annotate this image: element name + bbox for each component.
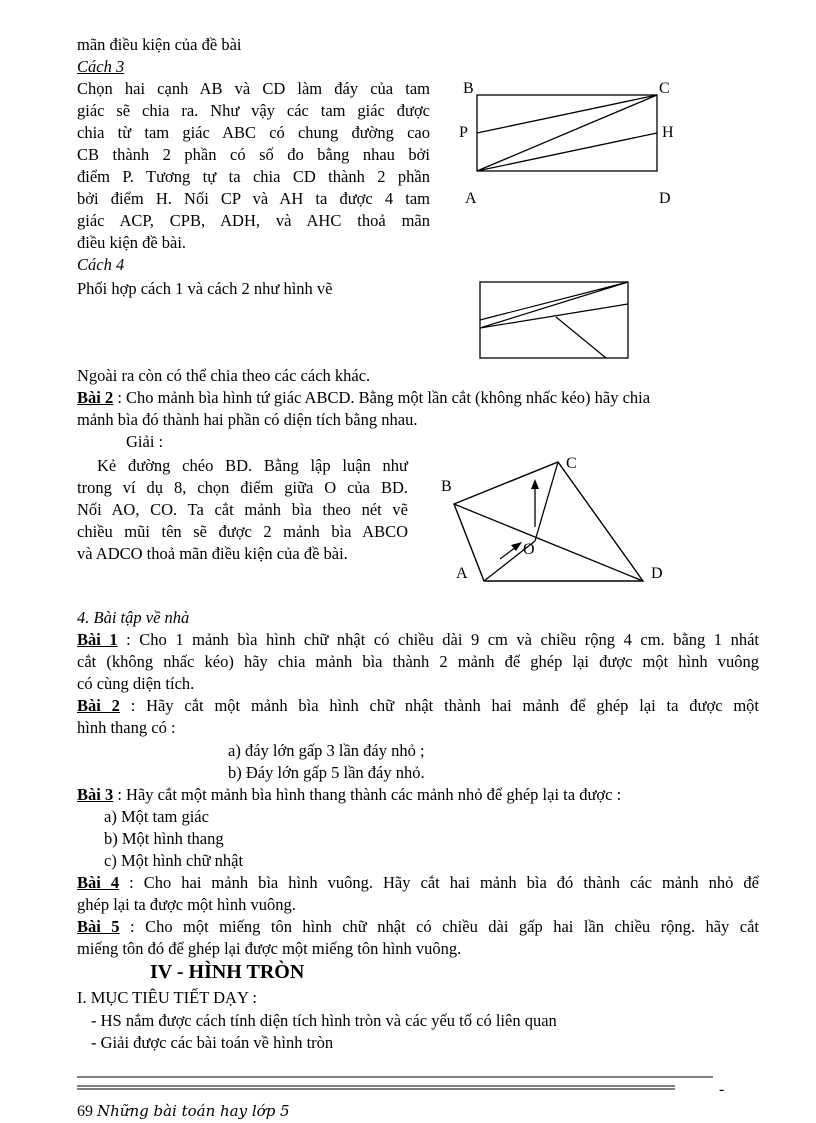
label-d: D	[651, 565, 663, 582]
objective-item: - HS nắm được cách tính diện tích hình tròn và các yếu tố có liên quan	[91, 1011, 557, 1030]
cach3-line: chia từ tam giác ABC có chung đường cao	[77, 123, 430, 142]
hw2-text: : Hãy cắt một mảnh bìa hình chữ nhật thành hai mảnh để ghép lại ta được một	[119, 696, 759, 715]
hw4-line: ghép lại ta được một hình vuông.	[77, 895, 296, 914]
hw4-label: Bài 4	[77, 873, 120, 892]
hw1-line: cắt (không nhấc kéo) hãy chia mảnh bìa thành 2 mảnh để ghép lại được một hình vuông	[77, 652, 759, 671]
solution-line: Nối AO, CO. Ta cắt mảnh bìa theo nét vẽ	[77, 500, 408, 519]
footer-title: Những bài toán hay lớp 5	[97, 1102, 290, 1120]
homework-title: 4. Bài tập về nhà	[77, 608, 190, 627]
other-line: Ngoài ra còn có thể chia theo các cách khác.	[77, 366, 371, 385]
figure-cach4	[478, 280, 632, 362]
rectangle	[480, 282, 628, 358]
bai2-text: : Cho mảnh bìa hình tứ giác ABCD. Bằng một lần cắt (không nhấc kéo) hãy chia	[113, 388, 651, 407]
cut-line	[556, 317, 606, 358]
hw4-text: : Cho hai mảnh bìa hình vuông. Hãy cắt hai mảnh bìa đó thành các mảnh nhỏ để	[119, 873, 759, 892]
hw2-item: b) Đáy lớn gấp 5 lần đáy nhỏ.	[228, 763, 425, 782]
label-h: H	[662, 124, 674, 141]
objectives-heading: I. MỤC TIÊU TIẾT DẠY :	[77, 988, 257, 1007]
hw4-line1	[77, 872, 759, 894]
hw5-text: : Cho một miếng tôn hình chữ nhật có chiều dài gấp hai lần chiều rộng. hãy cắt	[119, 917, 759, 936]
hw2-label: Bài 2	[77, 696, 120, 715]
segment-ah	[477, 133, 657, 171]
intro-line: mãn điều kiện của đề bài	[77, 35, 242, 54]
arrow-diagonal	[500, 542, 522, 559]
page-number: 69	[77, 1103, 93, 1120]
hw2-line: hình thang có :	[77, 718, 176, 737]
cach3-line: điểm P. Tương tự ta chia CD thành 2 phần	[77, 167, 430, 186]
segment-ca	[477, 95, 657, 171]
hw2-item: a) đáy lớn gấp 3 lần đáy nhỏ ;	[228, 741, 425, 760]
segment-cp	[477, 95, 657, 133]
label-b: B	[463, 80, 474, 97]
hw3-text: : Hãy cắt một mảnh bìa hình thang thành các mảnh nhỏ để ghép lại ta được :	[113, 785, 622, 804]
hw1-line: có cùng diện tích.	[77, 674, 195, 693]
hw5-label: Bài 5	[77, 917, 120, 936]
cach3-line: Chọn hai cạnh AB và CD làm đáy của tam	[77, 79, 430, 98]
label-p: P	[459, 124, 468, 141]
label-a: A	[456, 565, 468, 582]
footer	[77, 1101, 290, 1122]
label-d: D	[659, 190, 671, 207]
cach3-line: CB thành 2 phần có số đo bằng nhau bởi	[77, 145, 430, 164]
hw1-label: Bài 1	[77, 630, 118, 649]
figure-cach3	[470, 88, 670, 198]
hw3-item: b) Một hình thang	[104, 829, 224, 848]
hw3-line1	[77, 784, 621, 806]
solution-line: và ADCO thoả mãn điều kiện của đề bài.	[77, 544, 348, 563]
figure-quadrilateral	[440, 455, 670, 590]
diagonal-line	[480, 304, 628, 328]
quadrilateral-abcd	[454, 462, 643, 581]
footer-dash: -	[719, 1081, 725, 1098]
hw3-label: Bài 3	[77, 785, 114, 804]
hw3-item: c) Một hình chữ nhật	[104, 851, 244, 870]
label-a: A	[465, 190, 477, 207]
cach4-line: Phối hợp cách 1 và cách 2 như hình vẽ	[77, 279, 333, 298]
label-b: B	[441, 478, 452, 495]
hw5-line1	[77, 916, 759, 938]
hw5-line: miếng tôn đó để ghép lại được một miếng tôn hình vuông.	[77, 939, 462, 958]
bai2-line1	[77, 387, 650, 409]
solution-line: Kẻ đường chéo BD. Bằng lập luận như	[97, 456, 408, 475]
solution-line: trong ví dụ 8, chọn điểm giữa O của BD.	[77, 478, 408, 497]
cach3-line: giác sẽ chia ra. Như vậy các tam giác được	[77, 101, 430, 120]
segment-co	[535, 462, 558, 541]
hw3-item: a) Một tam giác	[104, 807, 209, 826]
bai2-label: Bài 2	[77, 388, 114, 407]
bai2-line2: mảnh bìa đó thành hai phần có diện tích bằng nhau.	[77, 410, 418, 429]
diagonal-line	[480, 282, 628, 320]
hw1-line1	[77, 629, 759, 651]
section-heading: IV - HÌNH TRÒN	[150, 961, 305, 983]
cach3-line: giác ACP, CPB, ADH, và AHC thoả mãn	[77, 211, 430, 230]
cach3-line: bởi điểm H. Nối CP và AH ta được 4 tam	[77, 189, 430, 208]
solution-line: chiều mũi tên sẽ được 2 mảnh bìa ABCO	[77, 522, 408, 541]
footer-rule	[77, 1070, 727, 1100]
cach3-heading: Cách 3	[77, 57, 125, 76]
diagonal-line	[480, 282, 628, 328]
hw2-line1	[77, 695, 759, 717]
arrow-up	[531, 479, 539, 527]
hw1-text: : Cho 1 mảnh bìa hình chữ nhật có chiều dài 9 cm và chiều rộng 4 cm. bằng 1 nhát	[117, 630, 759, 649]
label-c: C	[659, 80, 670, 97]
cach4-heading: Cách 4	[77, 255, 125, 274]
giai-label: Giải :	[126, 432, 164, 451]
label-o: O	[523, 541, 535, 558]
cach3-line: điều kiện đề bài.	[77, 233, 187, 252]
objective-item: - Giải được các bài toán về hình tròn	[91, 1033, 334, 1052]
label-c: C	[566, 455, 577, 472]
